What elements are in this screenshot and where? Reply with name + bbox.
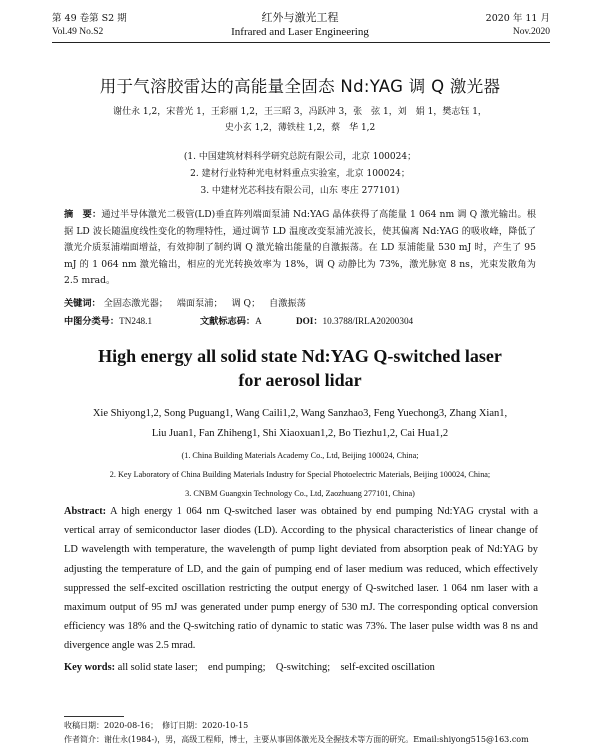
english-title-line-2: for aerosol lidar bbox=[238, 370, 362, 390]
header-rule bbox=[52, 42, 550, 43]
footnote-author-bio: 作者简介：谢仕永(1984-)，男，高级工程师，博士，主要从事固体激光及全握技术等方面的研究。Email:shiyong515@163.com bbox=[64, 735, 529, 744]
footnote-received: 收稿日期：2020-08-16； 修订日期：2020-10-15 bbox=[64, 721, 249, 730]
english-title-line-1: High energy all solid state Nd:YAG Q-switched laser bbox=[98, 346, 502, 366]
chinese-title: 用于气溶胶雷达的高能量全固态 Nd:YAG 调 Q 激光器 bbox=[99, 77, 501, 96]
english-abstract bbox=[64, 502, 538, 656]
english-affiliation-2: 2. Key Laboratory of China Building Materials Industry for Special Photoelectric Materials, Beijing 100024, China; bbox=[109, 470, 491, 479]
keyword-4: 自激振荡 bbox=[269, 298, 306, 309]
header-volume-cn: 第 49 卷第 S2 期 bbox=[52, 13, 127, 24]
header-journal-cn: 红外与激光工程 bbox=[261, 11, 339, 24]
doc-code-label: 文献标志码： bbox=[200, 316, 256, 327]
chinese-authors-line-2: 史小玄 1,2，薄铁柱 1,2，蔡 华 1,2 bbox=[224, 123, 376, 133]
keyword-2: 端面泵浦； bbox=[176, 298, 223, 309]
english-keywords-label: Key words: bbox=[64, 662, 116, 673]
header-date-en: Nov.2020 bbox=[512, 27, 550, 37]
keyword-3: 调 Q； bbox=[231, 298, 261, 309]
english-abstract-label: Abstract: bbox=[64, 506, 107, 517]
english-affiliation-1: (1. China Building Materials Academy Co., Ltd, Beijing 100024, China; bbox=[181, 451, 419, 460]
english-affiliation-3: 3. CNBM Guangxin Technology Co., Ltd, Zaozhuang 277101, China) bbox=[185, 489, 415, 498]
doi-label: DOI： bbox=[296, 316, 323, 326]
chinese-abstract bbox=[64, 207, 536, 290]
doi-value: 10.3788/IRLA20200304 bbox=[322, 316, 414, 326]
chinese-keywords bbox=[64, 295, 306, 309]
clc-label: 中图分类号： bbox=[64, 316, 120, 327]
chinese-affiliation-1: (1. 中国建筑材料科学研究总院有限公司，北京 100024； bbox=[183, 152, 417, 162]
chinese-affiliation-3: 3. 中建材光芯科技有限公司，山东 枣庄 277101) bbox=[200, 186, 400, 196]
chinese-abstract-text: 通过半导体激光二极管(LD)垂直阵列端面泵浦 Nd:YAG 晶体获得了高能量 1 064 nm 调 Q 激光输出。根据 LD 波长随温度线性变化的物理特性，通过调节 LD 温度改变泵浦光波长，使其偏离 Nd:YAG 的吸收峰，降低了激光介质泵浦端面增益，有效抑制了制约调 Q 激光输出能量的自激振荡。在 LD 泵浦能量 530 mJ 时，产生了 95 mJ 的 1 064 nm 激光输出，相应的光光转换效率为 18%，调 Q 动静比为 73%，激光脉宽 8 ns，光束发散角为 2.5 mrad。 bbox=[64, 209, 537, 286]
chinese-affiliation-2: 2. 建材行业特种光电材料重点实验室，北京 100024； bbox=[190, 169, 410, 179]
chinese-keywords-label: 关键词： bbox=[64, 298, 101, 309]
chinese-abstract-label: 摘 要： bbox=[64, 209, 102, 220]
header-date-cn: 2020 年 11 月 bbox=[485, 13, 550, 24]
clc-value: TN248.1 bbox=[119, 316, 153, 326]
footnote-rule bbox=[64, 716, 124, 717]
english-keywords-text: all solid state laser; end pumping; Q-switching; self-excited oscillation bbox=[117, 662, 435, 673]
english-authors-line-1: Xie Shiyong1,2, Song Puguang1, Wang Caili1,2, Wang Sanzhao3, Feng Yuechong3, Zhang Xian1, bbox=[92, 408, 508, 419]
english-authors-line-2: Liu Juan1, Fan Zhiheng1, Shi Xiaoxuan1,2, Bo Tiezhu1,2, Cai Hua1,2 bbox=[151, 428, 449, 439]
chinese-authors-line-1: 谢仕永 1,2，宋普光 1，王彩丽 1,2，王三昭 3，冯跃冲 3，张 弦 1，刘 娟 1，樊志钰 1， bbox=[113, 107, 487, 117]
english-keywords bbox=[64, 658, 435, 673]
header-volume-en: Vol.49 No.S2 bbox=[52, 27, 104, 37]
keyword-1: 全固态激光器； bbox=[103, 298, 168, 309]
english-abstract-text: A high energy 1 064 nm Q-switched laser was obtained by end pumping Nd:YAG crystal with a vertical array of semiconductor laser diodes (LD). According to the physical characteristics of linear change of LD wavelength with temperature, the wavelength of pump light deviated from absorption peak of Nd:YAG by adjusting the temperature of LD, and the gain of pumping end of laser medium was reduced, which effectively suppressed the self-excited oscillation restricting the output energy of Q-switched laser. 1 064 nm laser with a maximum output of 95 mJ was generated under pump energy of 530 mJ. The corresponding optical conversion efficiency was 18% and the Q-switching ratio of dynamic to static was 73%. The laser pulse width was 8 ns and divergence angle was 2.5 mrad. bbox=[64, 506, 538, 652]
doc-code-value: A bbox=[255, 316, 262, 326]
header-journal-en: Infrared and Laser Engineering bbox=[231, 26, 369, 38]
